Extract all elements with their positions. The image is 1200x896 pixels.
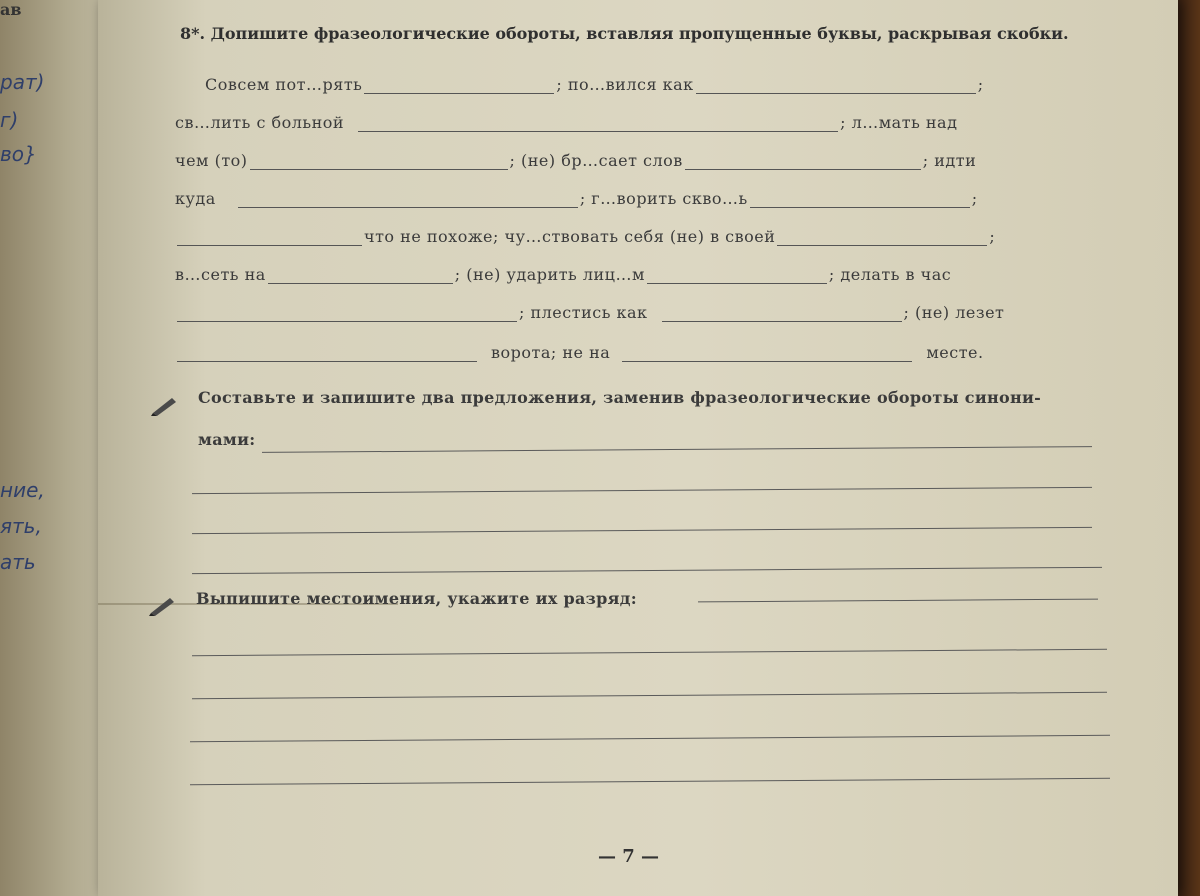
- row-text: ; идти: [922, 151, 977, 170]
- subtask-instruction-cont: мами:: [198, 430, 256, 449]
- exercise-row: [175, 182, 978, 208]
- exercise-row: [175, 258, 951, 284]
- row-text: ; г…ворить скво…ь: [579, 189, 748, 208]
- subtask-instruction: Выпишите местоимения, укажите их разряд:: [196, 589, 637, 608]
- row-text: ; л…мать над: [840, 113, 958, 132]
- row-text: ;: [989, 227, 996, 246]
- page-number: — 7 —: [598, 846, 660, 867]
- handwritten-note: г): [0, 108, 19, 132]
- row-text: что не похоже; чу…ствовать себя (не) в своей: [364, 227, 776, 246]
- answer-blank[interactable]: [177, 343, 477, 362]
- answer-blank[interactable]: [662, 303, 902, 322]
- row-text: ;: [977, 75, 984, 94]
- handwritten-note: ать: [0, 550, 36, 574]
- row-text: чем (то): [175, 151, 248, 170]
- row-text: Совсем пот…рять: [205, 75, 363, 94]
- answer-blank[interactable]: [696, 75, 976, 94]
- answer-blank[interactable]: [268, 265, 453, 284]
- answer-blank[interactable]: [358, 113, 838, 132]
- answer-blank[interactable]: [238, 189, 578, 208]
- row-text: св…лить с больной: [175, 113, 345, 132]
- answer-blank[interactable]: [777, 227, 987, 246]
- row-text: ; (не) ударить лиц…м: [454, 265, 645, 284]
- row-text: ; делать в час: [828, 265, 952, 284]
- handwritten-note: ние,: [0, 478, 45, 502]
- row-text: месте.: [926, 343, 984, 362]
- handwritten-note: рат): [0, 70, 45, 94]
- task-title: 8*. Допишите фразеологические обороты, вставляя пропущенные буквы, раскрывая скобки.: [180, 24, 1069, 43]
- answer-blank[interactable]: [685, 151, 921, 170]
- row-text: ; (не) лезет: [903, 303, 1005, 322]
- answer-blank[interactable]: [750, 189, 970, 208]
- row-text: ворота; не на: [491, 343, 611, 362]
- exercise-row: [175, 144, 976, 170]
- row-text: ; плестись как: [519, 303, 648, 322]
- exercise-row: [175, 336, 984, 362]
- row-text: куда: [175, 189, 216, 208]
- row-text: в…сеть на: [175, 265, 266, 284]
- answer-blank[interactable]: [177, 303, 517, 322]
- answer-blank[interactable]: [364, 75, 554, 94]
- subtask-instruction: Составьте и запишите два предложения, заменив фразеологические обороты синони-: [198, 388, 1042, 407]
- pencil-icon: [150, 394, 178, 416]
- exercise-row: [175, 296, 1004, 322]
- row-text: ; (не) бр…сает слов: [509, 151, 683, 170]
- pencil-icon: [148, 594, 176, 616]
- row-text: ;: [971, 189, 978, 208]
- row-text: ; по…вился как: [556, 75, 694, 94]
- workbook-page: [98, 0, 1178, 896]
- answer-blank[interactable]: [622, 343, 912, 362]
- answer-blank[interactable]: [177, 227, 362, 246]
- left-page-corner-text: ав: [0, 0, 22, 19]
- answer-blank[interactable]: [647, 265, 827, 284]
- answer-blank[interactable]: [250, 151, 508, 170]
- exercise-row: [175, 220, 995, 246]
- exercise-row: [175, 106, 957, 132]
- handwritten-note: во}: [0, 142, 37, 166]
- exercise-row: [205, 68, 984, 94]
- handwritten-note: ять,: [0, 514, 42, 538]
